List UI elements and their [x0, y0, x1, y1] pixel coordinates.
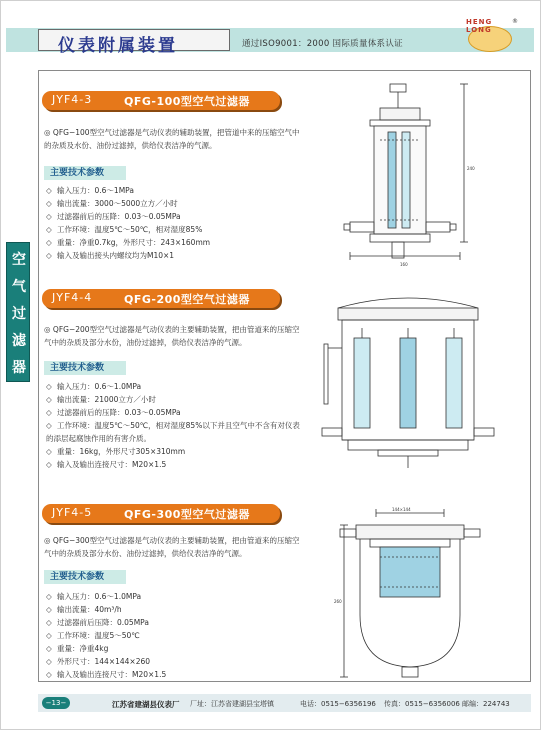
param-item: ◇ 输入及输出连接尺寸：M20×1.5	[46, 460, 167, 469]
page-number: −13−	[42, 697, 70, 709]
footer-address: 厂址：江苏省建湖县宝塔镇	[190, 700, 274, 708]
qfg200-technical-drawing	[318, 288, 498, 478]
param-item: ◇ 输入及输出接头内螺纹均为M10×1	[46, 251, 175, 260]
section-description: ◎ QFG−200型空气过滤器是气动仪表的主要辅助装置，把由管道来的压缩空气中的杂质及部分水份，油份过滤掉，供给仪表洁净的气源。	[44, 325, 300, 347]
param-item: ◇ 重量：净重4kg	[46, 644, 109, 653]
param-item: ◇ 输入压力：0.6～1.0MPa	[46, 382, 142, 391]
qfg300-technical-drawing	[330, 505, 490, 685]
side-tab-char: 器	[12, 360, 26, 376]
section-name: QFG-200型空气过滤器	[124, 293, 250, 306]
param-list	[46, 380, 304, 471]
dimension-width: 144×144	[392, 507, 411, 512]
section-description: ◎ QFG−100型空气过滤器是气动仪表的辅助装置，把管道中来的压缩空气中的杂质及水份、油份过滤掉，供给仪表洁净的气源。	[44, 128, 300, 150]
side-category-tab	[6, 242, 30, 382]
footer-company: 江苏省建湖县仪表厂	[112, 700, 180, 709]
registered-mark: ®	[512, 18, 518, 25]
section-description: ◎ QFG−300型空气过滤器是气动仪表的主要辅助装置，把由管道来的压缩空气中的杂质及部分水份、油份过滤掉，供给仪表洁净的气源。	[44, 536, 300, 558]
param-item: ◇ 工作环境：温度5℃～50℃，相对湿度85%以下并且空气中不含有对仪表的添层起腐蚀作用的有害介质。	[46, 421, 300, 443]
side-tab-char: 滤	[12, 333, 26, 349]
side-tab-char: 气	[12, 279, 26, 295]
section-header-qfg200	[42, 289, 280, 308]
param-item: ◇ 输入压力：0.6～1.0MPa	[46, 592, 142, 601]
param-item: ◇ 过滤器前后的压降：0.03～0.05MPa	[46, 212, 181, 221]
param-item: ◇ 工作环境：温度5℃～50℃，相对湿度85%	[46, 225, 203, 234]
section-code: JYF4-3	[52, 93, 93, 106]
footer-postcode: 邮编：224743	[462, 700, 510, 708]
section-code: JYF4-5	[52, 506, 93, 519]
section-code: JYF4-4	[52, 291, 93, 304]
params-title: 主要技术参数	[44, 570, 126, 584]
footer-fax: 传真：0515−6356006	[384, 700, 460, 708]
param-item: ◇ 过滤器前后压降：0.05MPa	[46, 618, 149, 627]
qfg100-technical-drawing	[340, 80, 480, 280]
side-tab-char: 过	[12, 306, 26, 322]
footer-phone: 电话：0515−6356196	[300, 700, 376, 708]
param-item: ◇ 重量：净重0.7kg，外形尺寸：243×160mm	[46, 238, 211, 247]
param-item: ◇ 输出流量：3000～5000立方／小时	[46, 199, 178, 208]
certification-text: 通过ISO9001：2000 国际质量体系认证	[242, 39, 403, 49]
param-item: ◇ 外形尺寸：144×144×260	[46, 657, 151, 666]
param-item: ◇ 输出流量：40m³/h	[46, 605, 122, 614]
param-item: ◇ 过滤器前后的压降：0.03～0.05MPa	[46, 408, 181, 417]
param-item: ◇ 输入及输出连接尺寸：M20×1.5	[46, 670, 167, 679]
params-title: 主要技术参数	[44, 361, 126, 375]
param-item: ◇ 重量：16kg，外形尺寸305×310mm	[46, 447, 186, 456]
dimension-height: 260	[334, 599, 342, 604]
param-list	[46, 590, 316, 681]
dimension-width: 160	[400, 262, 408, 267]
params-title: 主要技术参数	[44, 166, 126, 180]
section-name: QFG-300型空气过滤器	[124, 508, 250, 521]
section-name: QFG-100型空气过滤器	[124, 95, 250, 108]
param-item: ◇ 工作环境：温度5～50℃	[46, 631, 140, 640]
side-tab-char: 空	[12, 252, 26, 268]
param-item: ◇ 输出流量：21000立方／小时	[46, 395, 156, 404]
page-title: 仪表附属装置	[58, 36, 178, 56]
logo-text: HENG LONG	[466, 18, 493, 34]
param-list	[46, 184, 316, 262]
company-logo	[460, 18, 520, 56]
param-item: ◇ 输入压力：0.6～1MPa	[46, 186, 134, 195]
section-header-qfg100	[42, 91, 280, 110]
dimension-height: 240	[467, 166, 475, 171]
section-header-qfg300	[42, 504, 280, 523]
